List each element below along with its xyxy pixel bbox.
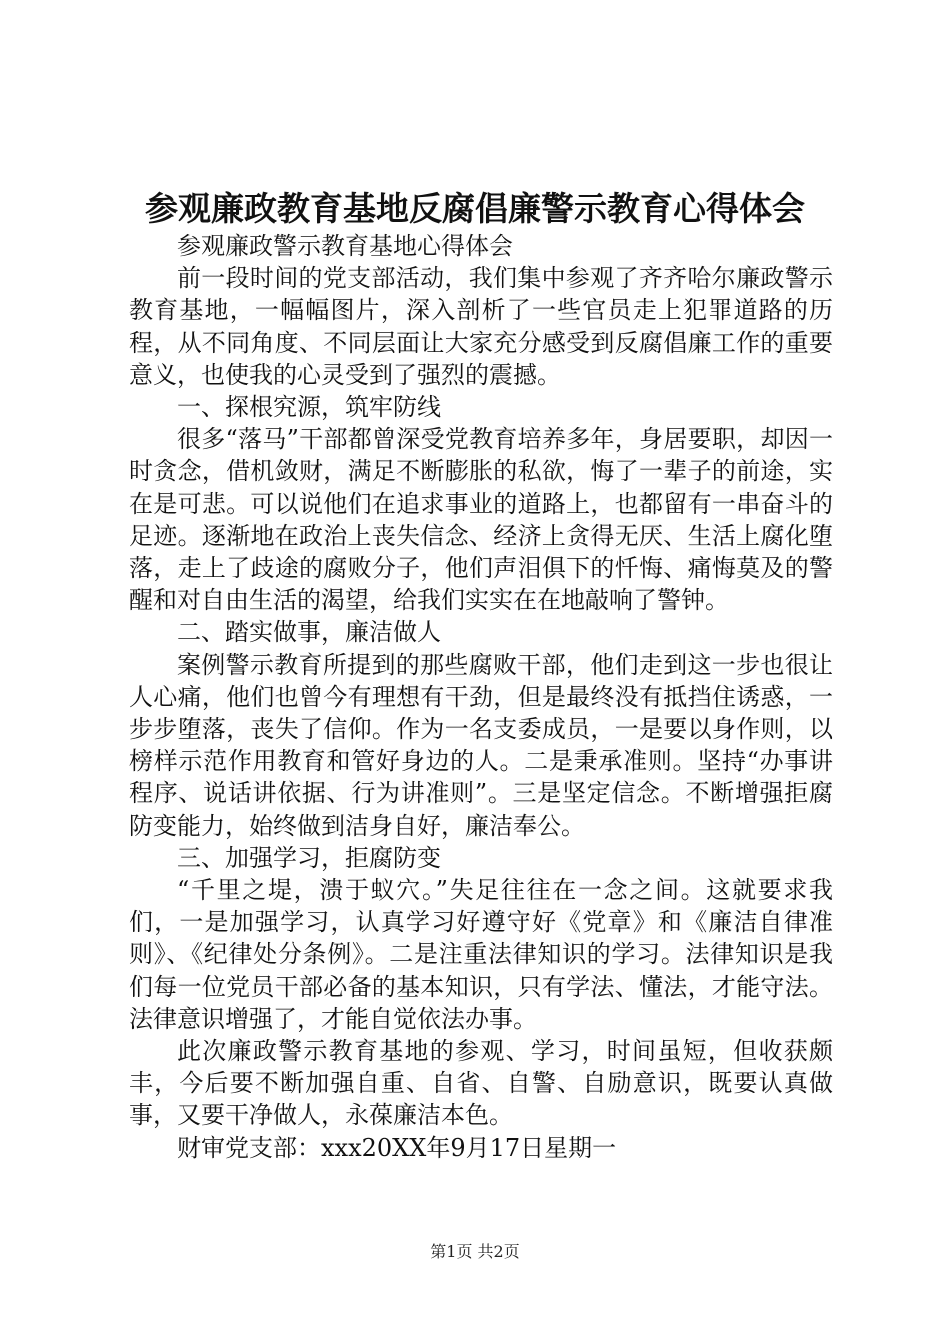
section-heading-3: 三、加强学习，拒腐防变 (177, 843, 441, 872)
section-heading-2: 二、踏实做事，廉洁做人 (177, 618, 441, 647)
document-title: 参观廉政教育基地反腐倡廉警示教育心得体会 (145, 189, 805, 228)
section-paragraph-1: 很多“落马”干部都曾深受党教育培养多年，身居要职，却因一时贪念，借机敛财，满足不断膨胀的私欲，悔了一辈子的前途，实在是可悲。可以说他们在追求事业的道路上，也都留有一串奋斗的足迹。逐渐地在政治上丧失信念、经济上贪得无厌、生活上腐化堕落，走上了歧途的腐败分子，他们声泪俱下的忏悔、痛悔莫及的警醒和对自由生活的渴望，给我们实实在在地敲响了警钟。 (129, 425, 833, 615)
intro-paragraph: 前一段时间的党支部活动，我们集中参观了齐齐哈尔廉政警示教育基地，一幅幅图片，深入剖析了一些官员走上犯罪道路的历程，从不同角度、不同层面让大家充分感受到反腐倡廉工作的重要意义，也使我的心灵受到了强烈的震撼。 (129, 264, 833, 389)
document-body (129, 230, 833, 1164)
section-paragraph-2: 案例警示教育所提到的那些腐败干部，他们走到这一步也很让人心痛，他们也曾今有理想有干劲，但是最终没有抵挡住诱惑，一步步堕落，丧失了信仰。作为一名支委成员，一是要以身作则，以榜样示范作用教育和管好身边的人。二是秉承准则。坚持“办事讲程序、说话讲依据、行为讲准则”。三是坚定信念。不断增强拒腐防变能力，始终做到洁身自好，廉洁奉公。 (129, 650, 833, 840)
signature-line: 财审党支部：xxx20XX年9月17日星期一 (177, 1133, 617, 1162)
section-paragraph-3: “千里之堤，溃于蚁穴。”失足往往在一念之间。这就要求我们，一是加强学习，认真学习好遵守好《党章》和《廉洁自律准则》、《纪律处分条例》。二是注重法律知识的学习。法律知识是我们每一位党员干部必备的基本知识，只有学法、懂法，才能守法。法律意识增强了，才能自觉依法办事。 (129, 876, 833, 1033)
page-indicator: 第1页 共2页 (430, 1242, 520, 1261)
subtitle-paragraph: 参观廉政警示教育基地心得体会 (177, 232, 513, 260)
section-heading-1: 一、探根究源，筑牢防线 (177, 393, 441, 422)
conclusion-paragraph: 此次廉政警示教育基地的参观、学习，时间虽短，但收获颇丰，今后要不断加强自重、自省、自警、自励意识，既要认真做事，又要干净做人，永葆廉洁本色。 (129, 1037, 833, 1130)
